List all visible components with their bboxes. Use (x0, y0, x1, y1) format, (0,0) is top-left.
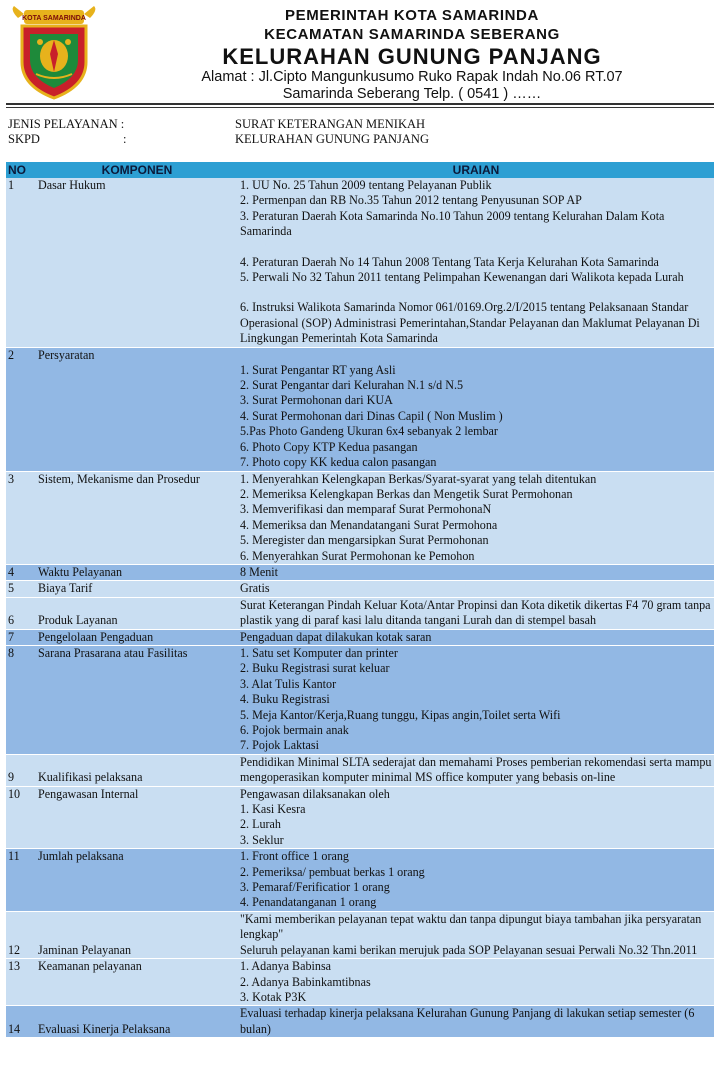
table-row (6, 754, 714, 786)
uraian-line: 1. Adanya Babinsa (240, 959, 332, 974)
row-number: 13 (6, 959, 36, 1006)
uraian-line: 4. Peraturan Daerah No 14 Tahun 2008 Tentang Tata Kerja Kelurahan Kota Samarinda (240, 254, 659, 269)
table-row (6, 471, 714, 564)
uraian-line: 6. Instruksi Walikota Samarinda Nomor 061/0169.Org.2/I/2015 tentang Pelaksanaan Standar Operasional (SOP) Administrasi Pemerintahan,Standar Pelayanan dan Maklumat Pelayanan Di Lingkungan Pemerintah Kota Samarinda (240, 300, 700, 346)
uraian-line: 1. UU No. 25 Tahun 2009 tentang Pelayanan Publik (240, 178, 492, 192)
uraian-line: 4. Memeriksa dan Menandatangani Surat Permohona (240, 517, 498, 532)
uraian-line: 4. Surat Permohonan dari Dinas Capil ( Non Muslim ) (240, 408, 503, 423)
row-number: 2 (6, 347, 36, 471)
row-komponen: Waktu Pelayanan (36, 564, 238, 580)
logo-caption: KOTA SAMARINDA (22, 15, 86, 22)
uraian-line: 7. Pojok Laktasi (240, 738, 319, 753)
uraian-line: 1. Satu set Komputer dan printer (240, 645, 398, 660)
uraian-line: Pengawasan dilaksanakan oleh (240, 786, 390, 801)
district-title: KECAMATAN SAMARINDA SEBERANG (264, 26, 560, 43)
table-row (6, 786, 714, 849)
row-komponen: Biaya Tarif (36, 581, 238, 597)
uraian-line: 4. Buku Registrasi (240, 692, 330, 707)
uraian-line: 3. Seklur (240, 832, 284, 847)
row-number: 7 (6, 629, 36, 645)
header-uraian: URAIAN (238, 162, 714, 178)
spacer (240, 240, 712, 255)
row-uraian (238, 347, 714, 471)
row-komponen: Persyaratan (36, 347, 238, 471)
kelurahan-title: KELURAHAN GUNUNG PANJANG (222, 44, 602, 69)
row-uraian (238, 911, 714, 958)
skpd-row (8, 132, 708, 147)
table-row (6, 564, 714, 580)
skpd-value: KELURAHAN GUNUNG PANJANG (235, 132, 429, 146)
row-number: 1 (6, 178, 36, 347)
uraian-line: 5. Perwali No 32 Tahun 2011 tentang Pelimpahan Kewenangan dari Walikota kepada Lurah (240, 270, 684, 285)
row-komponen: Keamanan pelayanan (36, 959, 238, 1006)
row-number: 4 (6, 564, 36, 580)
uraian-line: 8 Menit (240, 564, 278, 579)
government-title: PEMERINTAH KOTA SAMARINDA (285, 7, 539, 24)
row-uraian (238, 754, 714, 786)
letterhead-divider-thin (6, 107, 714, 108)
header-komponen: KOMPONEN (36, 162, 238, 178)
row-uraian (238, 645, 714, 754)
row-komponen: Sarana Prasarana atau Fasilitas (36, 645, 238, 754)
address-line: Alamat : Jl.Cipto Mangunkusumo Ruko Rapak Indah No.06 RT.07 (201, 69, 623, 85)
uraian-line: 3. Peraturan Daerah Kota Samarinda No.10 Tahun 2009 tentang Kelurahan Dalam Kota Samarinda (240, 208, 665, 239)
address-phone-line: Samarinda Seberang Telp. ( 0541 ) …… (282, 86, 542, 102)
skpd-label: SKPD (8, 132, 40, 146)
skpd-colon: : (123, 132, 127, 146)
service-type-value: SURAT KETERANGAN MENIKAH (235, 117, 426, 131)
uraian-line: Surat Keterangan Pindah Keluar Kota/Antar Propinsi dan Kota diketik dikertas F4 70 gram tanpa plastik yang di paraf kasi lalu ditanda tangani Lurah dan di stempel basah (240, 597, 711, 628)
row-uraian (238, 581, 714, 597)
table-row (6, 347, 714, 471)
uraian-line: 1. Front office 1 orang (240, 849, 349, 864)
uraian-line: Gratis (240, 581, 270, 596)
row-number: 11 (6, 849, 36, 912)
table-row (6, 597, 714, 629)
uraian-line: 2. Memeriksa Kelengkapan Berkas dan Mengetik Surat Permohonan (240, 486, 573, 501)
uraian-line: 2. Buku Registrasi surat keluar (240, 661, 390, 676)
table-row (6, 645, 714, 754)
service-type-row (8, 117, 708, 132)
table-row (6, 581, 714, 597)
uraian-line: Evaluasi terhadap kinerja pelaksana Kelurahan Gunung Panjang di lakukan setiap semester (6 bulan) (240, 1006, 695, 1036)
table-header-row (6, 162, 714, 178)
uraian-line: 5. Meja Kantor/Kerja,Ruang tunggu, Kipas angin,Toilet serta Wifi (240, 707, 561, 722)
uraian-line: 2. Permenpan dan RB No.35 Tahun 2012 tentang Penyusunan SOP AP (240, 193, 582, 208)
row-number: 14 (6, 1006, 36, 1038)
row-number: 10 (6, 786, 36, 849)
row-komponen: Jaminan Pelayanan (36, 911, 238, 958)
uraian-line: 1. Kasi Kesra (240, 802, 306, 817)
row-uraian (238, 471, 714, 564)
row-uraian (238, 786, 714, 849)
uraian-line: 3. Pemaraf/Ferificatior 1 orang (240, 880, 390, 895)
row-komponen: Produk Layanan (36, 597, 238, 629)
row-uraian (238, 1006, 714, 1038)
service-type-label: JENIS PELAYANAN : (8, 117, 125, 131)
city-emblem-logo (8, 4, 100, 100)
uraian-line: "Kami memberikan pelayanan tepat waktu dan tanpa dipungut biaya tambahan jika persyaratan lengkap" (240, 911, 702, 942)
uraian-line: Seluruh pelayanan kami berikan merujuk pada SOP Pelayanan sesuai Perwali No.32 Thn.2011 (240, 942, 698, 957)
row-uraian (238, 629, 714, 645)
row-number: 5 (6, 581, 36, 597)
uraian-line: 3. Alat Tulis Kantor (240, 676, 337, 691)
table-row (6, 178, 714, 347)
row-komponen: Dasar Hukum (36, 178, 238, 347)
row-uraian (238, 597, 714, 629)
uraian-line: 6. Photo Copy KTP Kedua pasangan (240, 439, 418, 454)
row-number: 3 (6, 471, 36, 564)
row-uraian (238, 849, 714, 912)
uraian-line: Pendidikan Minimal SLTA sederajat dan memahami Proses pemberian rekomendasi serta mampu mengoperasikan komputer minimal MS office komputer yang bebasis on-line (240, 754, 712, 785)
uraian-line: Pengaduan dapat dilakukan kotak saran (240, 629, 432, 644)
row-komponen: Pengelolaan Pengaduan (36, 629, 238, 645)
row-uraian (238, 564, 714, 580)
row-komponen: Jumlah pelaksana (36, 849, 238, 912)
row-number: 8 (6, 645, 36, 754)
uraian-line: 2. Lurah (240, 817, 281, 832)
uraian-line: 3. Memverifikasi dan memparaf Surat PermohonaN (240, 502, 492, 517)
row-komponen: Sistem, Mekanisme dan Prosedur (36, 471, 238, 564)
uraian-line: 1. Surat Pengantar RT yang Asli (240, 362, 396, 377)
row-number: 6 (6, 597, 36, 629)
uraian-line: 2. Surat Pengantar dari Kelurahan N.1 s/d N.5 (240, 378, 464, 393)
uraian-line: 7. Photo copy KK kedua calon pasangan (240, 455, 437, 470)
table-row (6, 911, 714, 958)
table-row (6, 849, 714, 912)
row-komponen: Pengawasan Internal (36, 786, 238, 849)
uraian-line: 5. Meregister dan mengarsipkan Surat Permohonan (240, 533, 489, 548)
letterhead (0, 0, 720, 108)
row-number: 9 (6, 754, 36, 786)
row-uraian (238, 959, 714, 1006)
uraian-line: 3. Surat Permohonan dari KUA (240, 393, 393, 408)
spacer (240, 285, 712, 300)
row-number: 12 (6, 911, 36, 958)
uraian-line: 6. Menyerahkan Surat Permohonan ke Pemohon (240, 548, 475, 563)
row-uraian (238, 178, 714, 347)
row-komponen: Evaluasi Kinerja Pelaksana (36, 1006, 238, 1038)
table-row (6, 959, 714, 1006)
uraian-line: 2. Pemeriksa/ pembuat berkas 1 orang (240, 864, 425, 879)
service-standard-table (6, 162, 714, 1038)
table-row (6, 629, 714, 645)
letterhead-divider (6, 103, 714, 105)
header-no: NO (6, 162, 36, 178)
uraian-line: 3. Kotak P3K (240, 989, 307, 1004)
row-komponen: Kualifikasi pelaksana (36, 754, 238, 786)
uraian-line: 1. Menyerahkan Kelengkapan Berkas/Syarat-syarat yang telah ditentukan (240, 471, 597, 486)
uraian-line: 5.Pas Photo Gandeng Ukuran 6x4 sebanyak 2 lembar (240, 424, 498, 439)
uraian-line: 2. Adanya Babinkamtibnas (240, 974, 371, 989)
uraian-line: 4. Penandatanganan 1 orang (240, 895, 377, 910)
spacer (240, 348, 712, 363)
uraian-line: 6. Pojok bermain anak (240, 723, 349, 737)
table-row (6, 1006, 714, 1038)
service-info (8, 117, 708, 147)
